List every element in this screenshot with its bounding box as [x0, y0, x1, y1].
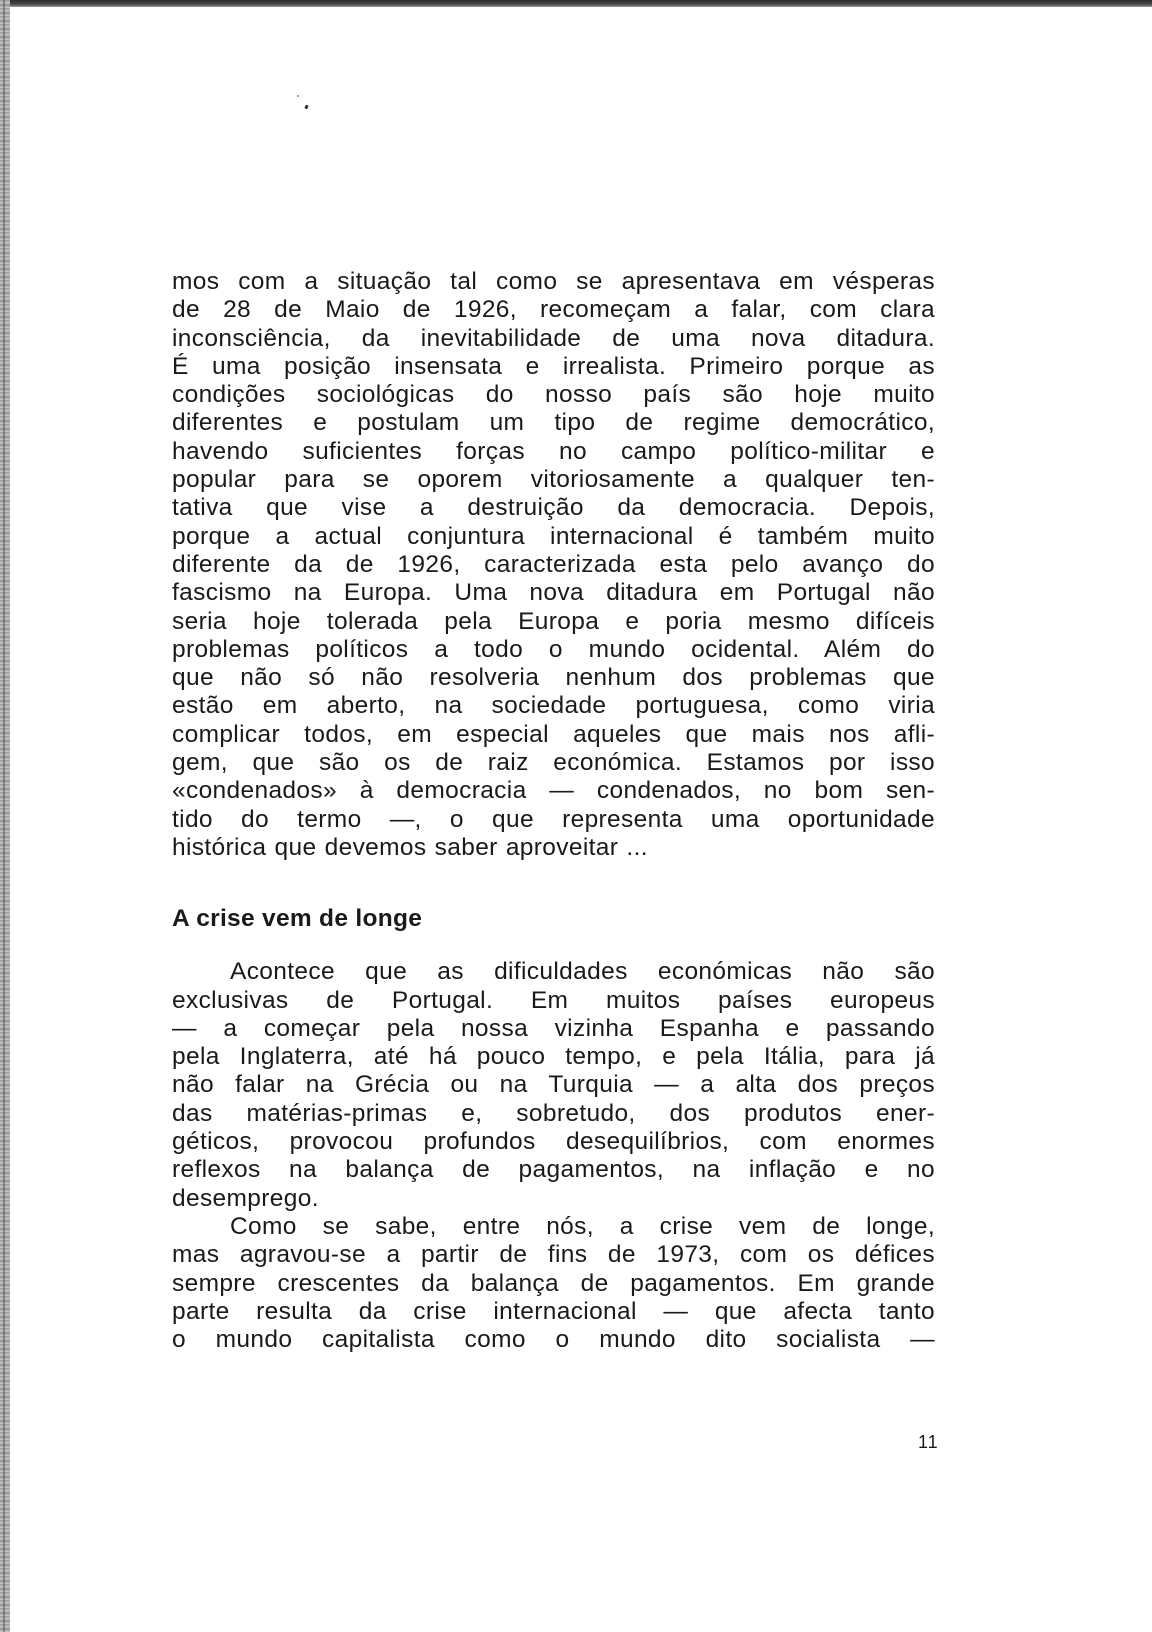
text-line: Como se sabe, entre nós, a crise vem de longe,	[230, 1212, 935, 1240]
text-line: mos com a situação tal como se apresentava em vésperas	[172, 268, 935, 295]
paragraph-dificuldades	[172, 958, 935, 1213]
text-line: diferente da de 1926, caracterizada esta pelo avanço do	[172, 550, 935, 578]
text-line: das matérias-primas e, sobretudo, dos produtos ener-	[172, 1099, 935, 1127]
text-line: seria hoje tolerada pela Europa e poria mesmo difíceis	[172, 607, 935, 635]
scan-left-border-line	[3, 0, 5, 1632]
text-line: de 28 de Maio de 1926, recomeçam a falar, com clara	[172, 296, 935, 324]
text-line: inconsciência, da inevitabilidade de uma nova ditadura.	[172, 324, 935, 352]
text-line: reflexos na balança de pagamentos, na inflação e no	[172, 1156, 935, 1184]
text-line: diferentes e postulam um tipo de regime democrático,	[172, 409, 935, 437]
text-line: estão em aberto, na sociedade portuguesa, como viria	[172, 692, 935, 720]
text-line: mas agravou-se a partir de fins de 1973, com os défices	[172, 1241, 935, 1269]
scan-speck	[304, 105, 309, 110]
paragraph-continuation	[172, 268, 935, 862]
text-line: sempre crescentes da balança de pagamentos. Em grande	[172, 1269, 935, 1297]
text-line: Acontece que as dificuldades económicas não são	[230, 958, 935, 986]
scan-top-border	[0, 0, 1152, 7]
text-line: não falar na Grécia ou na Turquia — a alta dos preços	[172, 1071, 935, 1099]
text-line: parte resulta da crise internacional — que afecta tanto	[172, 1297, 935, 1325]
text-line: problemas políticos a todo o mundo ocidental. Além do	[172, 635, 935, 663]
text-line: porque a actual conjuntura internacional é também muito	[172, 522, 935, 550]
text-line: que não só não resolveria nenhum dos problemas que	[172, 664, 935, 692]
text-line: havendo suficientes forças no campo político-militar e	[172, 437, 935, 465]
text-line: tido do termo —, o que representa uma oportunidade	[172, 805, 935, 833]
scan-left-border	[0, 0, 10, 1632]
page-body	[172, 268, 935, 1354]
text-line: desemprego.	[172, 1184, 319, 1212]
text-line: — a começar pela nossa vizinha Espanha e passando	[172, 1014, 935, 1042]
page-number: 11	[918, 1432, 939, 1452]
text-line: histórica que devemos saber aproveitar ...	[172, 833, 648, 861]
text-line: complicar todos, em especial aqueles que mais nos afli-	[172, 720, 935, 748]
text-line: pela Inglaterra, até há pouco tempo, e pela Itália, para já	[172, 1043, 935, 1071]
text-line: condições sociológicas do nosso país são hoje muito	[172, 381, 935, 409]
text-line: É uma posição insensata e irrealista. Primeiro porque as	[172, 352, 935, 380]
text-line: fascismo na Europa. Uma nova ditadura em Portugal não	[172, 579, 935, 607]
scan-speck	[297, 95, 300, 98]
text-line: géticos, provocou profundos desequilíbrios, com enormes	[172, 1128, 935, 1156]
text-line: tativa que vise a destruição da democracia. Depois,	[172, 494, 935, 522]
text-line: exclusivas de Portugal. Em muitos países europeus	[172, 986, 935, 1014]
text-line: gem, que são os de raiz económica. Estamos por isso	[172, 749, 935, 777]
text-line: popular para se oporem vitoriosamente a qualquer ten-	[172, 466, 935, 494]
section-heading: A crise vem de longe	[172, 905, 423, 933]
paragraph-crise	[172, 1213, 935, 1354]
text-line: o mundo capitalista como o mundo dito socialista —	[172, 1326, 935, 1354]
text-line: «condenados» à democracia — condenados, no bom sen-	[172, 777, 935, 805]
